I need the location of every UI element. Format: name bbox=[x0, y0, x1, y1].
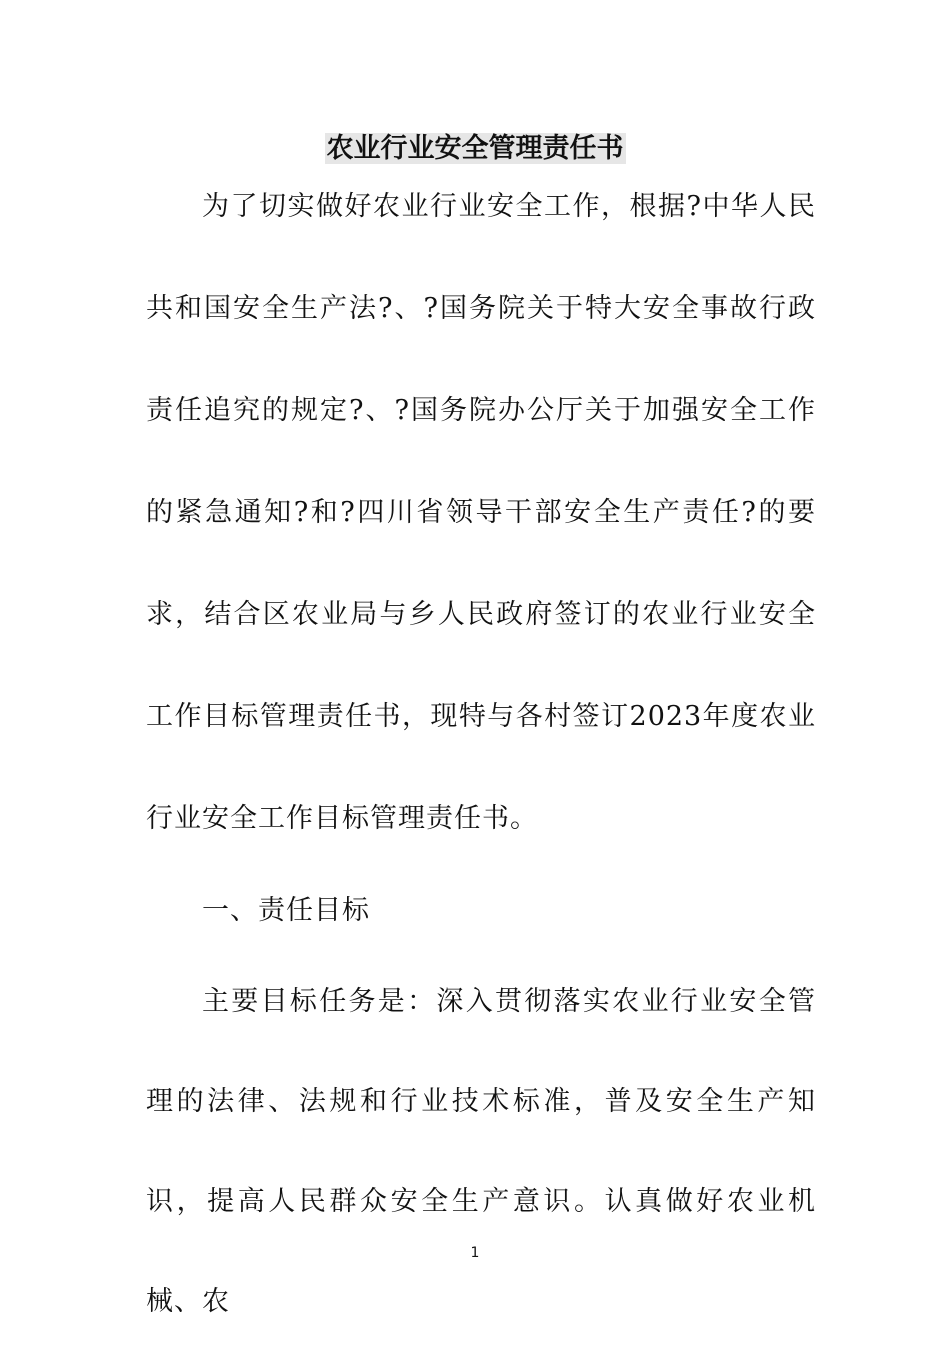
section-heading-responsibility-goals: 一、责任目标 bbox=[202, 895, 370, 926]
paragraph-intro: 为了切实做好农业行业安全工作，根据?中华人民共和国安全生产法?、?国务院关于特大安全事故行政责任追究的规定?、?国务院办公厅关于加强安全工作的紧急通知?和?四川省领导干部安全生产责任?的要求，结合区农业局与乡人民政府签订的农业行业安全工作目标管理责任书，现特与各村签订2023年度农业行业安全工作目标管理责任书。 bbox=[146, 191, 816, 834]
paragraph-main-tasks: 主要目标任务是：深入贯彻落实农业行业安全管理的法律、法规和行业技术标准，普及安全生产知识，提高人民群众安全生产意识。认真做好农业机械、农 bbox=[146, 986, 816, 1317]
page-number: 1 bbox=[470, 1245, 480, 1261]
document-body bbox=[146, 156, 816, 1352]
document-title-text: 农业行业安全管理责任书 bbox=[326, 133, 624, 164]
